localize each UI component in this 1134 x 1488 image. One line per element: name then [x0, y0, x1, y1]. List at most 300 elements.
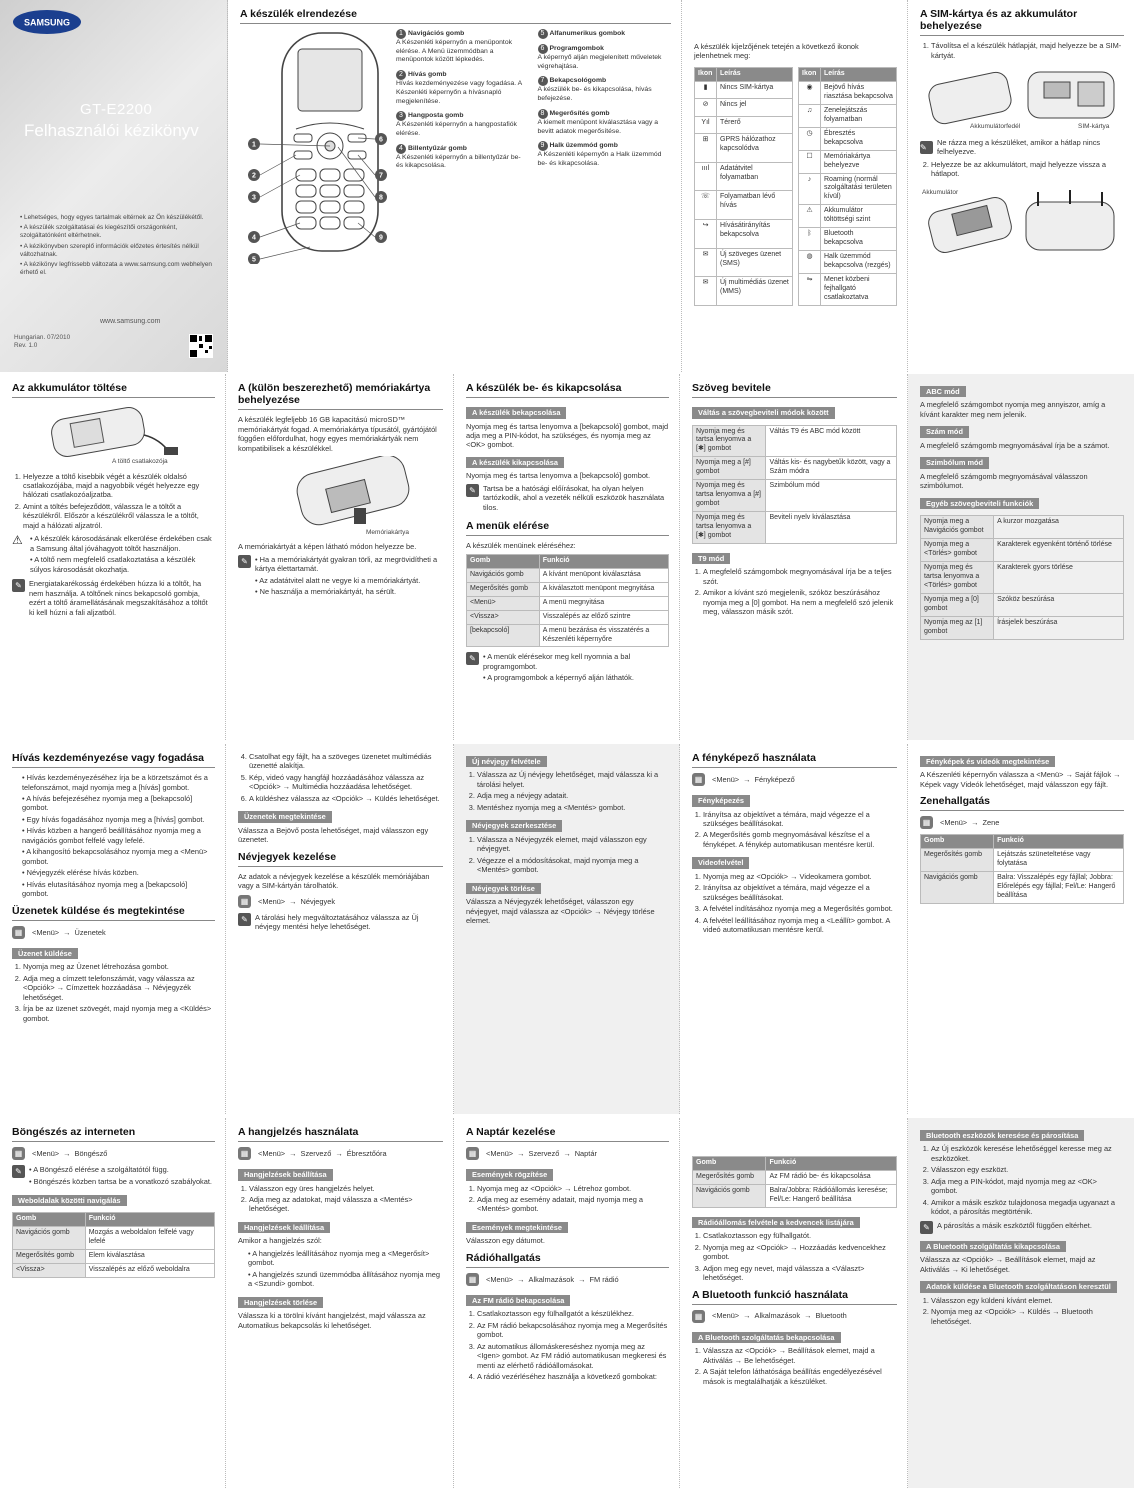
- cell-key: <Vissza>: [13, 1264, 86, 1278]
- website[interactable]: www.samsung.com: [100, 318, 161, 325]
- msg-send-heading: Üzenet küldése: [12, 948, 78, 959]
- contacts-delete-text: Válassza a Névjegyzék lehetőséget, válasszon egy névjegyet, majd válassza az <Opciók> → Névjegy törlése elemet.: [466, 897, 655, 926]
- calendar-path: [466, 1147, 669, 1160]
- callout-number: 8: [538, 109, 548, 119]
- callout-number: 6: [538, 44, 548, 54]
- label-battery: Akkumulátor: [922, 189, 959, 197]
- path-item: <Menü>: [258, 1148, 286, 1158]
- memcard-title: A (külön beszerezhető) memóriakártya behelyezése: [238, 382, 443, 410]
- key-description: A kiemelt menüpont kiválasztása vagy a bevitt adatok megerősítése.: [537, 118, 659, 135]
- warning-text: • A töltő nem megfelelő csatlakoztatása a készülék súlyos károsodását okozhatja.: [30, 555, 215, 574]
- arrow-icon: →: [743, 774, 751, 784]
- alarm-delete-heading: Hangjelzések törlése: [238, 1297, 323, 1308]
- icon-row: [695, 248, 793, 277]
- callout-number: 1: [396, 29, 406, 39]
- msg-step: 4. Csatolhat egy fájlt, ha a szöveges üzenetet multimédiás üzenetté alakítja.: [249, 752, 443, 771]
- bt-path: [692, 1310, 897, 1323]
- key-name: Navigációs gomb: [408, 30, 465, 38]
- layout-item: [396, 29, 530, 65]
- key-name: Bekapcsológomb: [549, 77, 607, 85]
- col-key: Gomb: [693, 1157, 766, 1171]
- note-icon: ✎: [238, 913, 251, 926]
- text-input-panel: [680, 374, 908, 740]
- cell-key: Navigációs gomb: [13, 1227, 86, 1250]
- footer-rev: Rev. 1.0: [14, 342, 38, 350]
- note-text: • A programgombok a képernyő alján láthatók.: [483, 673, 669, 682]
- bt-step: 2. A Saját telefon láthatósága beállítás engedélyezésével mások is megtalálhatják a készüléket.: [703, 1367, 897, 1386]
- icon-description: Zenelejátszás folyamatban: [821, 104, 897, 127]
- calendar-add-steps: [477, 1184, 669, 1214]
- alarm-set-heading: Hangjelzések beállítása: [238, 1169, 333, 1180]
- label-battery-cover: Akkumulátorfedél: [970, 123, 1021, 131]
- icon-description: Ébresztés bekapcsolva: [821, 127, 897, 150]
- calendar-radio-panel: [454, 1118, 680, 1488]
- phone-diagram: [240, 29, 390, 264]
- msg-more-steps: [249, 752, 443, 803]
- sim-step: 1. Távolítsa el a készülék hátlapját, majd helyezze be a SIM-kártyát.: [931, 41, 1124, 60]
- path-item: Névjegyek: [300, 896, 336, 906]
- key-description: A képernyő alján megjelenített műveletek végrehajtása.: [537, 54, 662, 70]
- col-key: Gomb: [13, 1213, 86, 1227]
- abc-text: A megfelelő számgombot nyomja meg annyiszor, amíg a kívánt karakter meg nem jelenik.: [920, 400, 1106, 419]
- cell-key: <Menü>: [467, 596, 540, 610]
- call-item: • Névjegyzék elérése hívás közben.: [22, 868, 215, 877]
- icon-row: [695, 277, 793, 306]
- call-item: • A hívás befejezéséhez nyomja meg a [bekapcsoló] gombot.: [22, 794, 215, 813]
- bt-find-steps: [931, 1144, 1124, 1216]
- icon-description: Nincs SIM-kártya: [717, 81, 793, 98]
- other-functions-table: [920, 515, 1124, 639]
- calendar-view-heading: Események megtekintése: [466, 1222, 568, 1233]
- path-item: <Menü>: [486, 1148, 514, 1158]
- call-panel: [0, 744, 226, 1114]
- music-title: Zenehallgatás: [920, 795, 1124, 811]
- alarm-step: 2. Adja meg az adatokat, majd válassza a <Mentés> lehetőséget.: [249, 1195, 443, 1214]
- call-item: • Hívás közben a hangerő beállításához nyomja meg a navigációs gombot felfelé vagy lefelé.: [22, 826, 215, 845]
- cell-key: Nyomja meg és tartsa lenyomva a [#] gombot: [693, 480, 766, 512]
- status-icon: ◉: [799, 81, 821, 104]
- path-item: Alkalmazások: [754, 1311, 801, 1321]
- icon-row: [695, 162, 793, 191]
- path-item: <Menü>: [32, 927, 60, 937]
- contacts-step: 2. Adja meg a névjegy adatait.: [477, 791, 669, 800]
- power-title: A készülék be- és kikapcsolása: [466, 382, 669, 398]
- cell-value: Szimbólum mód: [766, 480, 897, 512]
- icon-description: Menet közbeni fejhallgató csatlakoztatva: [821, 274, 897, 306]
- row-2: [0, 374, 1134, 740]
- warning-icon: ⚠: [12, 533, 23, 548]
- cell-key: Megerősítés gomb: [921, 849, 994, 872]
- alarm-stop-item: • A hangjelzés szundi üzemmódba állításához nyomja meg a <Szundi> gombot.: [248, 1270, 443, 1289]
- note-icon: ✎: [238, 555, 251, 568]
- cell-key: Navigációs gomb: [921, 872, 994, 904]
- alarm-panel: [226, 1118, 454, 1488]
- note-text: • Az adatátvitel alatt ne vegye ki a memóriakártyát.: [255, 576, 443, 585]
- video-step: 1. Nyomja meg az <Opciók> → Videokamera gombot.: [703, 872, 897, 881]
- text-mode-row: [693, 425, 897, 457]
- text-function-row: [921, 539, 1124, 562]
- note-text: • Böngészés közben tartsa be a vonatkozó szabályokat.: [29, 1177, 212, 1186]
- status-icon: ◍: [799, 251, 821, 274]
- bt-title: A Bluetooth funkció használata: [692, 1289, 897, 1305]
- icon-row: [799, 104, 897, 127]
- icons-col-icon: Ikon: [799, 67, 821, 81]
- bt-step: 1. Válassza az <Opciók> → Beállítások elemet, majd a Aktiválás → Be lehetőséget.: [703, 1346, 897, 1365]
- menu-icon: ▦: [12, 1147, 25, 1160]
- call-item: • A kihangosító bekapcsolásához nyomja meg a <Menü> gombot.: [22, 847, 215, 866]
- menu-icon: ▦: [920, 816, 933, 829]
- power-off-heading: A készülék kikapcsolása: [466, 457, 564, 468]
- number-heading: Szám mód: [920, 426, 969, 437]
- calendar-add-heading: Események rögzítése: [466, 1169, 553, 1180]
- cell-value: Karakterek egyenként történő törlése: [994, 539, 1124, 562]
- radio-title: Rádióhallgatás: [466, 1252, 669, 1268]
- video-step: 4. A felvétel leállításához nyomja meg a <Leállít> gombot. A videó automatikusan mentésre kerül.: [703, 916, 897, 935]
- power-note: [466, 484, 669, 512]
- col-function: Funkció: [539, 554, 668, 568]
- arrow-icon: →: [63, 927, 71, 937]
- key-description: Hívás kezdeményezése vagy fogadása. A Készenléti képernyőn a hívásnapló megjelenítése.: [396, 80, 522, 105]
- text-modes-table: [692, 425, 897, 544]
- icon-row: [799, 173, 897, 205]
- key-name: Alfanumerikus gombok: [549, 30, 626, 38]
- warning-text: • A készülék károsodásának elkerülése érdekében csak a Samsung által jóváhagyott töltőt használjon.: [30, 534, 215, 553]
- symbol-heading: Szimbólum mód: [920, 457, 989, 468]
- bt-panel: [908, 1118, 1134, 1488]
- menus-title: A menük elérése: [466, 520, 669, 536]
- menus-note: [466, 652, 669, 684]
- arrow-icon: →: [517, 1148, 525, 1158]
- cell-value: Visszalépés az előző szintre: [539, 610, 668, 624]
- icon-row: [799, 228, 897, 251]
- path-item: <Menü>: [32, 1148, 60, 1158]
- web-path: [12, 1147, 215, 1160]
- cell-key: Megerősítés gomb: [467, 582, 540, 596]
- menu-icon: ▦: [238, 895, 251, 908]
- icon-row: [799, 150, 897, 173]
- cell-key: Navigációs gomb: [693, 1184, 766, 1207]
- memcard-instruction: A memóriakártyát a képen látható módon helyezze be.: [238, 542, 417, 552]
- menu-icon: ▦: [12, 926, 25, 939]
- photos-text: A Készenléti képernyőn válassza a <Menü> → Saját fájlok → Képek vagy Videók lehetőséget, majd válasszon egy fájlt.: [920, 770, 1121, 789]
- path-item: Üzenetek: [74, 927, 106, 937]
- sim-illustration: [920, 64, 1120, 132]
- layout-panel: [228, 0, 682, 372]
- cell-key: Nyomja meg az [1] gombot: [921, 616, 994, 639]
- layout-title: A készülék elrendezése: [240, 8, 671, 24]
- web-row: [13, 1227, 215, 1250]
- radio-path: [466, 1273, 669, 1286]
- radio-step: 3. Az automatikus állomáskereséshez nyomja meg az <Igen> gombot. Az FM rádió automatikusan megkeresi és menti az elérhető rádióállomásokat.: [477, 1342, 669, 1370]
- cover-bullets: [20, 214, 220, 279]
- charge-warning: [12, 534, 215, 576]
- memcard-illustration: [238, 456, 438, 540]
- path-item: Böngésző: [74, 1148, 108, 1158]
- sim-panel: [908, 0, 1134, 372]
- icon-row: [695, 99, 793, 116]
- charge-step: 2. Amint a töltés befejeződött, válassza le a töltőt a készülékről. Először a készülékről válassza le a töltőt, majd a hálózati aljzatról.: [23, 502, 215, 530]
- contacts-note: [238, 913, 443, 932]
- status-icon: ♪: [799, 173, 821, 205]
- icons-panel: [682, 0, 908, 372]
- model-name: GT-E2200: [80, 101, 153, 118]
- cell-value: Váltás kis- és nagybetűk között, vagy a Szám módra: [766, 457, 897, 480]
- callout-number: 4: [396, 144, 406, 154]
- memcard-panel: [226, 374, 454, 740]
- note-text: • Ne használja a memóriakártyát, ha sérült.: [255, 587, 443, 596]
- bt-step: 3. Adja meg a PIN-kódot, majd nyomja meg az <OK> gombot.: [931, 1177, 1124, 1196]
- text-mode-row: [693, 512, 897, 544]
- menu-icon: ▦: [466, 1147, 479, 1160]
- menu-key-row: [467, 596, 669, 610]
- alarm-stop-intro: Amikor a hangjelzés szól:: [238, 1236, 322, 1246]
- calendar-view-text: Válasszon egy dátumot.: [466, 1236, 545, 1246]
- charge-note-text: Energiatakarékosság érdekében húzza ki a töltőt, ha nem használja. A töltőnek nincs bekapcsoló gombja, ezért a töltő áramellátásának megszakításához a töltőt ki kell húzni a fali aljzatból.: [29, 579, 208, 617]
- callout-7: 7: [379, 172, 383, 180]
- radio-steps: [477, 1309, 669, 1381]
- charge-step: 1. Helyezze a töltő kisebbik végét a készülék oldalsó csatlakozójába, majd a nagyobbik végét helyezze egy hálózati csatlakozóaljzatba.: [23, 472, 215, 500]
- alarm-delete-text: Válassza ki a törölni kívánt hangjelzést, majd válassza az Automatikus bekapcsolás ki lehetőséget.: [238, 1311, 426, 1330]
- other-heading: Egyéb szövegbeviteli funkciók: [920, 498, 1039, 509]
- contacts-path: [238, 895, 443, 908]
- contacts-step: 1. Válassza a Névjegyzék elemet, majd válasszon egy névjegyet.: [477, 835, 669, 854]
- key-description: A készülék be- és kikapcsolása, hívás befejezése.: [537, 86, 652, 103]
- path-item: Alkalmazások: [528, 1274, 575, 1284]
- bt-on-heading: A Bluetooth szolgáltatás bekapcsolása: [692, 1332, 841, 1343]
- cover-bullet: • Lehetséges, hogy egyes tartalmak eltérnek az Ön készülékétől.: [20, 214, 220, 222]
- callout-1: 1: [252, 141, 256, 149]
- text-function-row: [921, 616, 1124, 639]
- charge-panel: [0, 374, 226, 740]
- menu-key-row: [467, 624, 669, 647]
- bt-step: 1. Az Új eszközök keresése lehetőséggel keresse meg az eszközöket.: [931, 1144, 1124, 1163]
- key-description: A Készenléti képernyőn a hangpostafiók elérése.: [396, 121, 517, 137]
- menu-icon: ▦: [466, 1273, 479, 1286]
- contacts-note-text: A tárolási hely megváltoztatásához válassza az Üj névjegy mentési helye lehetőséget.: [255, 912, 419, 932]
- bt-on-steps: [703, 1346, 897, 1386]
- cell-value: A menü megnyitása: [539, 596, 668, 610]
- contacts-new-heading: Új névjegy felvétele: [466, 756, 547, 767]
- layout-item: [396, 70, 530, 106]
- text-modes-panel: [908, 374, 1134, 740]
- icon-row: [695, 220, 793, 249]
- radio-fav-step: 2. Nyomja meg az <Opciók> → Hozzáadás kedvencekhez gombot.: [703, 1243, 897, 1262]
- callout-8: 8: [379, 194, 383, 202]
- status-icon: ◷: [799, 127, 821, 150]
- cover-footer: [14, 334, 70, 350]
- web-row: [13, 1250, 215, 1264]
- t9-heading: T9 mód: [692, 553, 730, 564]
- charge-note: [12, 579, 215, 617]
- call-item: • Egy hívás fogadásához nyomja meg a [hívás] gombot.: [22, 815, 215, 824]
- text-mode-heading: Váltás a szövegbeviteli módok között: [692, 407, 835, 418]
- arrow-icon: →: [563, 1148, 571, 1158]
- cell-value: Balra: Visszalépés egy fájllal; Jobbra: Előrelépés egy fájllal; Fel/Le: Hangerő beállítása: [994, 872, 1124, 904]
- charger-caption: A töltő csatlakozója: [112, 458, 168, 466]
- alarm-title: A hangjelzés használata: [238, 1126, 443, 1142]
- arrow-icon: →: [335, 1148, 343, 1158]
- photo-heading: Fényképezés: [692, 795, 750, 806]
- bt-find-heading: Bluetooth eszközök keresése és párosítása: [920, 1130, 1084, 1141]
- cell-key: Nyomja meg a Navigációs gombot: [921, 516, 994, 539]
- arrow-icon: →: [743, 1311, 751, 1321]
- charge-title: Az akkumulátor töltése: [12, 382, 215, 398]
- cell-key: Nyomja meg és tartsa lenyomva a <Törlés> gombot: [921, 562, 994, 594]
- contacts-title: Névjegyek kezelése: [238, 851, 443, 867]
- callout-9: 9: [379, 234, 383, 242]
- web-nav-heading: Weboldalak közötti navigálás: [12, 1195, 127, 1206]
- abc-heading: ABC mód: [920, 386, 966, 397]
- icons-col-icon: Ikon: [695, 67, 717, 81]
- key-name: Billentyűzár gomb: [408, 144, 467, 152]
- music-path: [920, 816, 1124, 829]
- cell-value: Lejátszás szüneteltetése vagy folytatása: [994, 849, 1124, 872]
- sim-steps: [931, 41, 1124, 60]
- web-note: [12, 1165, 215, 1188]
- icon-description: Roaming (normál szolgáltatási területen kívül): [821, 173, 897, 205]
- msg-view-text: Válassza a Bejövő posta lehetőséget, majd válasszon egy üzenetet.: [238, 825, 429, 845]
- callout-number: 3: [396, 111, 406, 121]
- cell-value: Írásjelek beszúrása: [994, 616, 1124, 639]
- layout-item: [396, 111, 530, 138]
- cell-value: A kurzor mozgatása: [994, 516, 1124, 539]
- key-description: A Készenléti képernyőn a menüpontok elérése. A Menü üzemmódban a menüpontok között lépkedés.: [396, 39, 513, 64]
- photo-step: 2. A Megerősítés gomb megnyomásával készítse el a fényképet. A fénykép automatikusan mentésre kerül.: [703, 830, 897, 849]
- contacts-edit-steps: [477, 835, 669, 875]
- key-name: Hangposta gomb: [408, 112, 464, 120]
- power-off-text: Nyomja meg és tartsa lenyomva a [bekapcsoló] gombot.: [466, 471, 651, 481]
- key-description: A Készenléti képernyőn a Halk üzemmód be- és kikapcsolása.: [537, 151, 662, 167]
- status-icon: ↪: [695, 220, 717, 249]
- media-panel: [908, 744, 1134, 1114]
- calendar-step: 2. Adja meg az esemény adatait, majd nyomja meg a <Mentés> gombot.: [477, 1195, 669, 1214]
- msg-step: 6. A küldéshez válassza az <Opciók> → Küldés lehetőséget.: [249, 794, 443, 803]
- layout-legend: [396, 29, 671, 264]
- sim-note: [920, 138, 1124, 157]
- note-icon: ✎: [920, 1221, 933, 1234]
- icon-description: Bejövő hívás riasztása bekapcsolva: [821, 81, 897, 104]
- radio-table: [692, 1156, 897, 1208]
- radio-fav-heading: Rádióállomás felvétele a kedvencek listájára: [692, 1217, 860, 1228]
- note-icon: ✎: [920, 141, 933, 154]
- call-list: [22, 773, 215, 899]
- memcard-notes: [238, 555, 443, 599]
- arrow-icon: →: [578, 1274, 586, 1284]
- path-item: <Menü>: [486, 1274, 514, 1284]
- call-title: Hívás kezdeményezése vagy fogadása: [12, 752, 215, 768]
- web-table: [12, 1212, 215, 1278]
- callout-5: 5: [252, 256, 256, 264]
- menus-intro: A készülék menüinek eléréséhez:: [466, 541, 576, 551]
- arrow-icon: →: [289, 1148, 297, 1158]
- cell-value: Váltás T9 és ABC mód között: [766, 425, 897, 457]
- menu-key-row: [467, 610, 669, 624]
- msg-step: 1. Nyomja meg az Üzenet létrehozása gombot.: [23, 962, 215, 971]
- memcard-intro: A készülék legfeljebb 16 GB kapacitású microSD™ memóriakártyát fogad. A memóriakártya típusától, gyártójától függően előfordulhat, hogy egyes memóriakártyák nem kompatibilisek a készülékkel.: [238, 415, 437, 453]
- callout-number: 2: [396, 70, 406, 80]
- cell-value: Beviteli nyelv kiválasztása: [766, 512, 897, 544]
- key-name: Hívás gomb: [408, 71, 447, 79]
- key-description: A Készenléti képernyőn a billentyűzár be- és kikapcsolása.: [396, 153, 521, 170]
- path-item: <Menü>: [258, 896, 286, 906]
- icon-row: [695, 81, 793, 98]
- callout-4: 4: [252, 234, 256, 242]
- memcard-label: Memóriakártya: [366, 529, 409, 536]
- arrow-icon: →: [804, 1311, 812, 1321]
- path-item: Szervező: [300, 1148, 332, 1158]
- layout-item: [538, 141, 672, 168]
- photo-steps: [703, 810, 897, 850]
- cover-bullet: • A kézikönyv legfrissebb változata a www.samsung.com webhelyen érhető el.: [20, 261, 220, 277]
- alarm-set-steps: [249, 1184, 443, 1214]
- radio-row: [693, 1184, 897, 1207]
- radio-step: 4. A rádió vezérléséhez használja a következő gombokat:: [477, 1372, 669, 1381]
- radio-fav-steps: [703, 1231, 897, 1282]
- text-mode-row: [693, 480, 897, 512]
- callout-number: 7: [538, 76, 548, 86]
- arrow-icon: →: [63, 1148, 71, 1158]
- msg-title: Üzenetek küldése és megtekintése: [12, 905, 215, 921]
- camera-path: [692, 773, 897, 786]
- radio-heading: Az FM rádió bekapcsolása: [466, 1295, 570, 1306]
- menu-icon: ▦: [238, 1147, 251, 1160]
- layout-item: [396, 144, 530, 171]
- icon-description: Folyamatban lévő hívás: [717, 191, 793, 220]
- icon-description: GPRS hálózathoz kapcsolódva: [717, 134, 793, 163]
- path-item: <Menü>: [940, 818, 968, 828]
- icon-description: Hívásátirányítás bekapcsolva: [717, 220, 793, 249]
- contacts-step: 2. Végezze el a módosításokat, majd nyomja meg a <Mentés> gombot.: [477, 856, 669, 875]
- path-item: Fényképező: [754, 774, 795, 784]
- icon-description: Térerő: [717, 116, 793, 133]
- status-icon: ☐: [799, 150, 821, 173]
- cell-value: Az FM rádió be- és kikapcsolása: [766, 1170, 897, 1184]
- menus-table: [466, 554, 669, 648]
- video-heading: Videofelvétel: [692, 857, 749, 868]
- col-function: Funkció: [85, 1213, 214, 1227]
- key-name: Programgombok: [549, 45, 604, 53]
- cell-key: Nyomja meg és tartsa lenyomva a [✱] gombot: [693, 425, 766, 457]
- icon-row: [695, 116, 793, 133]
- music-table: [920, 834, 1124, 904]
- contacts-intro: Az adatok a névjegyek kezelése a készülék memóriájában vagy a SIM-kártyán tárolhatók.: [238, 871, 430, 891]
- cell-key: <Vissza>: [467, 610, 540, 624]
- icon-description: Bluetooth bekapcsolva: [821, 228, 897, 251]
- camera-title: A fényképező használata: [692, 752, 897, 768]
- callout-3: 3: [252, 194, 256, 202]
- web-panel: [0, 1118, 226, 1488]
- contacts-delete-heading: Névjegyek törlése: [466, 883, 541, 894]
- icon-description: Nincs jel: [717, 99, 793, 116]
- icon-description: Új szöveges üzenet (SMS): [717, 248, 793, 277]
- label-sim-card: SIM-kártya: [1078, 123, 1110, 131]
- sim-title: A SIM-kártya és az akkumulátor behelyezése: [920, 8, 1124, 36]
- number-text: A megfelelő számgomb megnyomásával írja be a számot.: [920, 440, 1110, 450]
- menu-key-row: [467, 568, 669, 582]
- t9-step: 2. Amikor a kívánt szó megjelenik, szóköz beszúrásához nyomja meg a [0] gombot. Ha nem a megfelelő szó jelenik meg, válasszon másik szót.: [703, 588, 897, 616]
- callout-6: 6: [379, 136, 383, 144]
- text-title: Szöveg bevitele: [692, 382, 897, 398]
- note-icon: ✎: [466, 652, 479, 665]
- note-icon: ✎: [466, 484, 479, 497]
- status-icon: ✉: [695, 277, 717, 306]
- callout-number: 5: [538, 29, 548, 39]
- icon-row: [799, 127, 897, 150]
- icon-row: [799, 251, 897, 274]
- note-text: • Ha a memóriakártyát gyakran törli, az megrövidítheti a kártya élettartamát.: [255, 555, 443, 574]
- path-item: Zene: [982, 818, 1000, 828]
- path-item: <Menü>: [712, 1311, 740, 1321]
